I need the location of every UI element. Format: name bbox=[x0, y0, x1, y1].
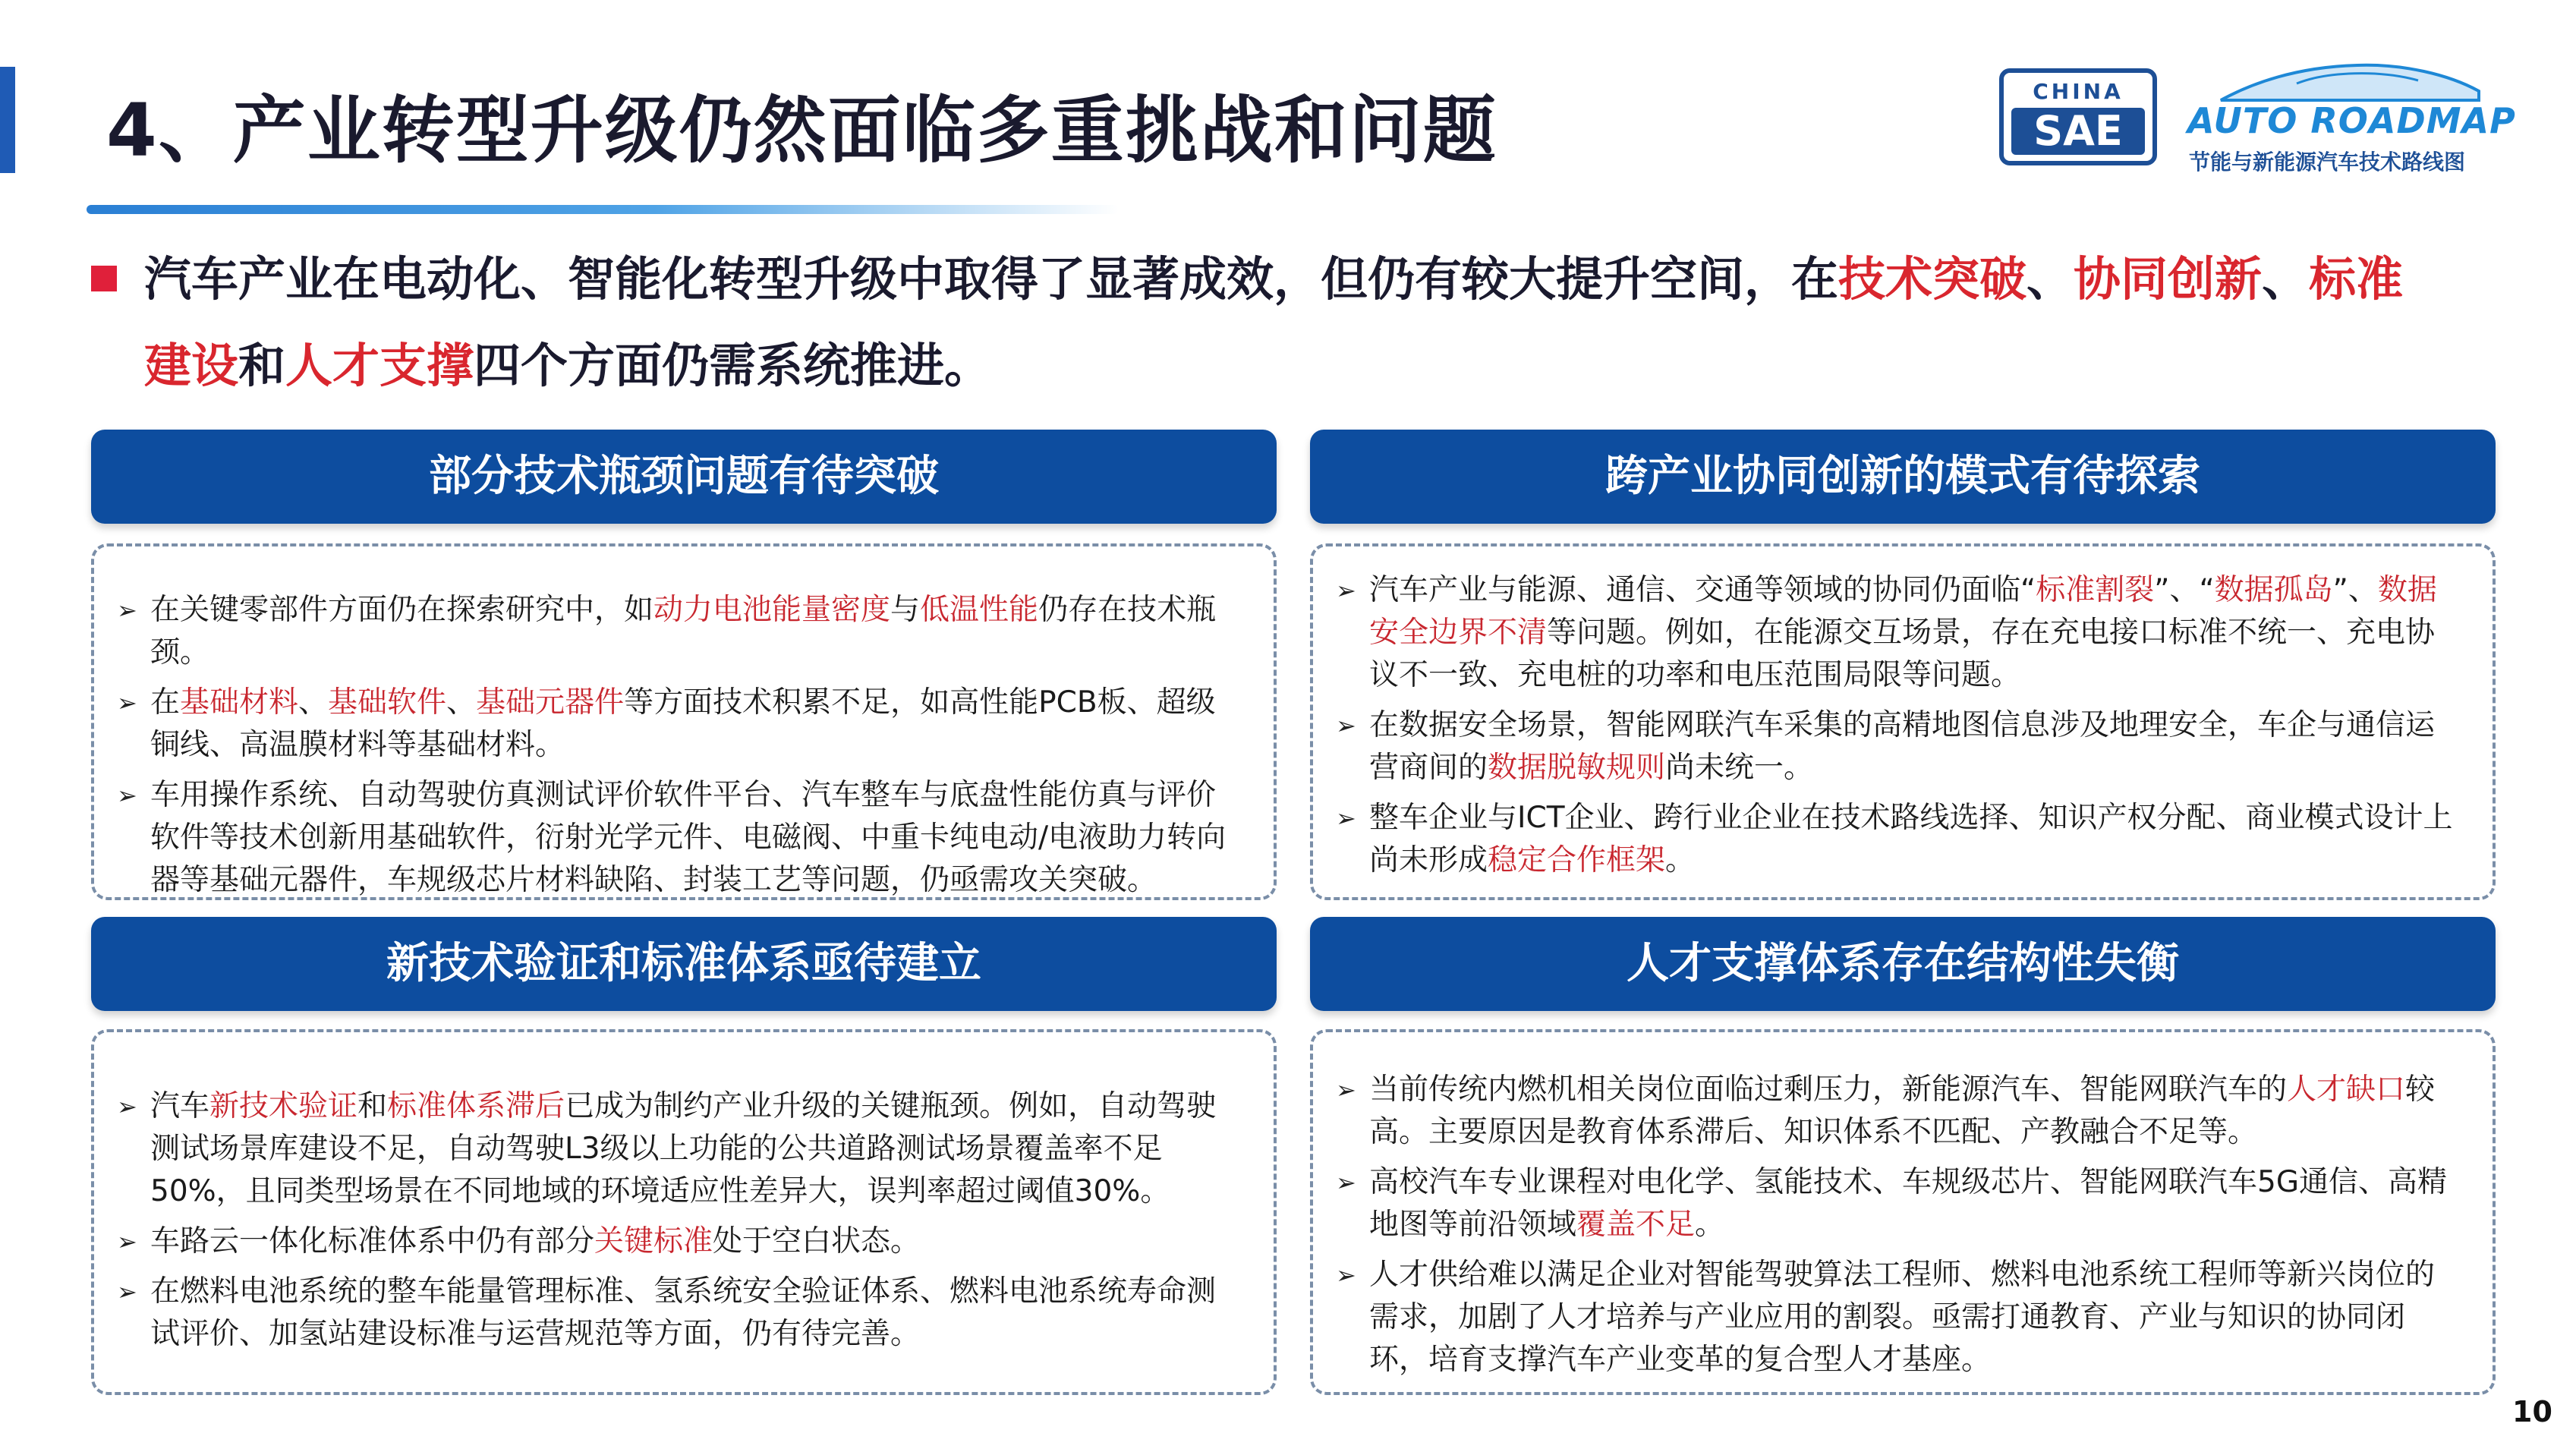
highlight-text: 人才支撑 bbox=[285, 338, 474, 393]
panel-2-list bbox=[1336, 569, 2462, 882]
body-text: 汽车产业在电动化、智能化转型升级中取得了显著成效，但仍有较大提升空间，在 bbox=[144, 251, 1839, 307]
list-item bbox=[1336, 1069, 2462, 1154]
list-item bbox=[1336, 1254, 2462, 1381]
auto-roadmap-logo bbox=[2183, 61, 2516, 175]
highlight-text: 标准割裂 bbox=[2036, 573, 2155, 607]
highlight-text: 人才缺口 bbox=[2287, 1072, 2406, 1107]
body-text: 汽车产业与能源、通信、交通等领域的协同仍面临“ bbox=[1369, 573, 2036, 607]
body-text: 较高。主要原因是教育体系滞后、知识体系不匹配、产教融合不足等。 bbox=[1369, 1072, 2436, 1149]
body-text: 。 bbox=[1695, 1208, 1725, 1242]
body-text: 、 bbox=[2262, 251, 2310, 307]
body-text: 、 bbox=[446, 685, 477, 720]
summary-line-2 bbox=[144, 328, 991, 395]
body-text: 仍存在技术瓶颈。 bbox=[150, 593, 1217, 669]
highlight-text: 稳定合作框架 bbox=[1488, 843, 1666, 877]
highlight-text: 低温性能 bbox=[920, 593, 1039, 627]
body-text: 已成为制约产业升级的关键瓶颈。例如，自动驾驶测试场景库建设不足，自动驾驶L3级以上功能的公共道路测试场景覆盖率不足50%，且同类型场景在不同地域的环境适应性差异大，误判率超过阈值30%。 bbox=[150, 1089, 1217, 1208]
panel-2-body bbox=[1310, 543, 2496, 900]
body-text: 车用操作系统、自动驾驶仿真测试评价软件平台、汽车整车与底盘性能仿真与评价软件等技术创新用基础软件，衍射光学元件、电磁阀、中重卡纯电动/电液助力转向器等基础元器件，车规级芯片材料缺陷、封装工艺等问题，仍亟需攻关突破。 bbox=[150, 778, 1227, 897]
highlight-text: 数据安全边界不清 bbox=[1369, 573, 2437, 650]
highlight-text: 基础元器件 bbox=[476, 685, 625, 720]
auto-roadmap-tagline: 节能与新能源汽车技术路线图 bbox=[2189, 150, 2466, 175]
china-sae-logo bbox=[1999, 68, 2157, 165]
body-text: 等问题。例如，在能源交互场景，存在充电接口标准不统一、充电协议不一致、充电桩的功率和电压范围局限等问题。 bbox=[1369, 616, 2436, 692]
panel-3-list bbox=[117, 1085, 1243, 1356]
highlight-text: 关键标准 bbox=[594, 1224, 713, 1258]
highlight-text: 标准 bbox=[2309, 251, 2404, 307]
body-text: ”、 bbox=[2332, 573, 2378, 607]
body-text: 在燃料电池系统的整车能量管理标准、氢系统安全验证体系、燃料电池系统寿命测试评价、加氢站建设标准与运营规范等方面，仍有待完善。 bbox=[150, 1274, 1217, 1351]
body-text: 汽车 bbox=[150, 1089, 210, 1123]
summary-line-1 bbox=[144, 241, 2403, 309]
list-item bbox=[1336, 569, 2462, 697]
china-sae-logo-top: CHINA bbox=[2033, 79, 2124, 104]
body-text: 四个方面仍需系统推进。 bbox=[474, 338, 992, 393]
body-text: 处于空白状态。 bbox=[713, 1224, 921, 1258]
highlight-text: 新技术验证 bbox=[209, 1089, 358, 1123]
highlight-text: 基础材料 bbox=[180, 685, 299, 720]
body-text: 等方面技术积累不足，如高性能PCB板、超级铜线、高温膜材料等基础材料。 bbox=[150, 685, 1216, 762]
left-accent-bar bbox=[0, 67, 15, 173]
body-text: 与 bbox=[890, 593, 921, 627]
title-underline bbox=[87, 205, 1119, 214]
highlight-text: 覆盖不足 bbox=[1576, 1208, 1696, 1242]
body-text: 高校汽车专业课程对电化学、氢能技术、车规级芯片、智能网联汽车5G通信、高精地图等前沿领域 bbox=[1369, 1165, 2448, 1242]
list-item bbox=[117, 589, 1243, 674]
panel-2-header: 跨产业协同创新的模式有待探索 bbox=[1310, 430, 2496, 524]
summary-bullet-icon bbox=[91, 266, 117, 291]
china-sae-logo-bottom: SAE bbox=[2011, 108, 2145, 155]
body-text: 在 bbox=[150, 685, 181, 720]
highlight-text: 数据脱敏规则 bbox=[1488, 751, 1666, 785]
highlight-text: 基础软件 bbox=[328, 685, 447, 720]
body-text: 车路云一体化标准体系中仍有部分 bbox=[150, 1224, 595, 1258]
panel-4-header: 人才支撑体系存在结构性失衡 bbox=[1310, 917, 2496, 1011]
slide-title: 4、产业转型升级仍然面临多重挑战和问题 bbox=[106, 88, 1497, 173]
panel-3-header: 新技术验证和标准体系亟待建立 bbox=[91, 917, 1277, 1011]
panel-4-list bbox=[1336, 1069, 2462, 1381]
panel-1-header: 部分技术瓶颈问题有待突破 bbox=[91, 430, 1277, 524]
body-text: 、 bbox=[2026, 251, 2074, 307]
panel-1-body bbox=[91, 543, 1277, 900]
body-text: 、 bbox=[298, 685, 329, 720]
panel-1-list bbox=[117, 589, 1243, 902]
list-item bbox=[117, 774, 1243, 902]
panel-3-body bbox=[91, 1029, 1277, 1395]
list-item bbox=[1336, 1161, 2462, 1246]
body-text: 当前传统内燃机相关岗位面临过剩压力，新能源汽车、智能网联汽车的 bbox=[1369, 1072, 2288, 1107]
body-text: 人才供给难以满足企业对智能驾驶算法工程师、燃料电池系统工程师等新兴岗位的需求，加剧了人才培养与产业应用的割裂。亟需打通教育、产业与知识的协同闭环，培育支撑汽车产业变革的复合型人才基座。 bbox=[1369, 1258, 2436, 1377]
list-item bbox=[1336, 797, 2462, 882]
page-number: 10 bbox=[2512, 1395, 2552, 1428]
body-text: 在数据安全场景，智能网联汽车采集的高精地图信息涉及地理安全，车企与通信运营商间的 bbox=[1369, 708, 2436, 785]
highlight-text: 标准体系滞后 bbox=[387, 1089, 565, 1123]
body-text: ”、“ bbox=[2154, 573, 2215, 607]
highlight-text: 数据孤岛 bbox=[2214, 573, 2333, 607]
list-item bbox=[117, 1085, 1243, 1213]
panel-4-body bbox=[1310, 1029, 2496, 1395]
list-item bbox=[117, 1271, 1243, 1356]
body-text: 整车企业与ICT企业、跨行业企业在技术路线选择、知识产权分配、商业模式设计上尚未形成 bbox=[1369, 801, 2453, 877]
highlight-text: 协同创新 bbox=[2074, 251, 2263, 307]
body-text: 。 bbox=[1665, 843, 1696, 877]
body-text: 和 bbox=[357, 1089, 388, 1123]
body-text: 和 bbox=[238, 338, 286, 393]
car-silhouette-icon bbox=[2206, 61, 2494, 106]
highlight-text: 技术突破 bbox=[1838, 251, 2027, 307]
list-item bbox=[117, 1220, 1243, 1263]
highlight-text: 建设 bbox=[144, 338, 239, 393]
body-text: 在关键零部件方面仍在探索研究中，如 bbox=[150, 593, 654, 627]
list-item bbox=[117, 682, 1243, 767]
body-text: 尚未统一。 bbox=[1665, 751, 1814, 785]
list-item bbox=[1336, 704, 2462, 789]
auto-roadmap-brand: AUTO ROADMAP bbox=[2187, 100, 2516, 141]
highlight-text: 动力电池能量密度 bbox=[653, 593, 891, 627]
